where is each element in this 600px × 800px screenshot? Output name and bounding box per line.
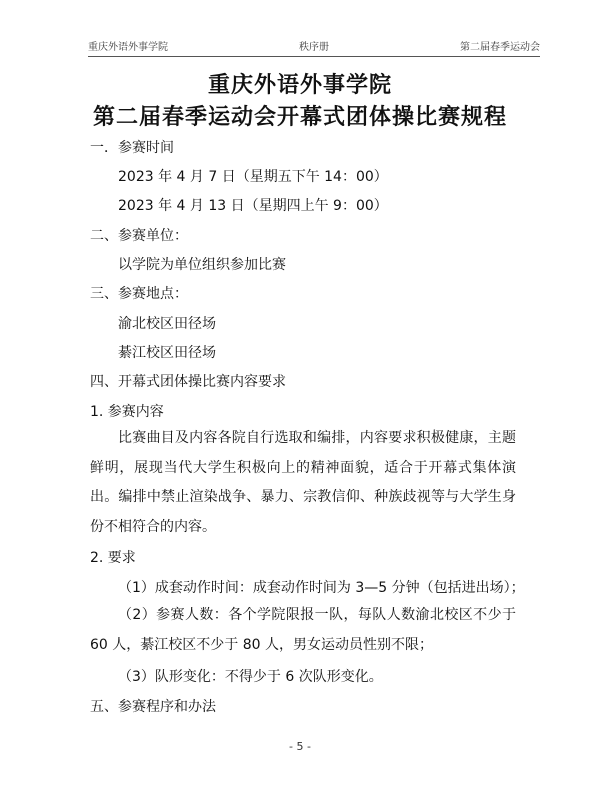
requirement-3: （3）队形变化：不得少于 6 次队形变化。 (118, 669, 383, 685)
section-3-heading: 三、参赛地点： (90, 286, 188, 302)
section-3-venue-1: 渝北校区田径场 (118, 316, 216, 332)
requirement-2: （2）参赛人数：各个学院限报一队，每队人数渝北校区不少于 60 人，綦江校区不少于 80 人，男女运动员性别不限； (90, 607, 516, 653)
section-4-sub-1: 1. 参赛内容 (90, 404, 164, 420)
section-2-heading: 二、参赛单位： (90, 228, 188, 244)
title-line-1: 重庆外语外事学院 (207, 73, 392, 98)
header-left-text: 重庆外语外事学院 (88, 42, 168, 53)
header-divider (88, 56, 540, 57)
header-center-text: 秩序册 (299, 42, 329, 53)
section-1-heading: 一．参赛时间 (90, 140, 174, 156)
section-4-sub-2: 2. 要求 (90, 550, 136, 566)
section-4-paragraph: 比赛曲目及内容各院自行选取和编排，内容要求积极健康，主题鲜明，展现当代大学生积极向上的精神面貌，适合于开幕式集体演出。编排中禁止渲染战争、暴力、宗教信仰、种族歧视等与大学生身份不相符合的内容。 (90, 430, 516, 535)
section-2-content: 以学院为单位组织参加比赛 (118, 257, 286, 273)
section-4-heading: 四、开幕式团体操比赛内容要求 (90, 374, 286, 390)
section-1-time-2: 2023 年 4 月 13 日（星期四上午 9：00） (118, 198, 388, 214)
requirement-1: （1）成套动作时间：成套动作时间为 3—5 分钟（包括进出场）； (118, 580, 525, 596)
section-3-venue-2: 綦江校区田径场 (118, 345, 216, 361)
header-right-text: 第二届春季运动会 (460, 42, 540, 53)
section-1-time-1: 2023 年 4 月 7 日（星期五下午 14：00） (118, 169, 388, 185)
title-line-2: 第二届春季运动会开幕式团体操比赛规程 (92, 105, 507, 130)
section-5-heading: 五、参赛程序和办法 (90, 699, 216, 715)
page-number: - 5 - (289, 740, 311, 753)
page-header (88, 38, 540, 54)
